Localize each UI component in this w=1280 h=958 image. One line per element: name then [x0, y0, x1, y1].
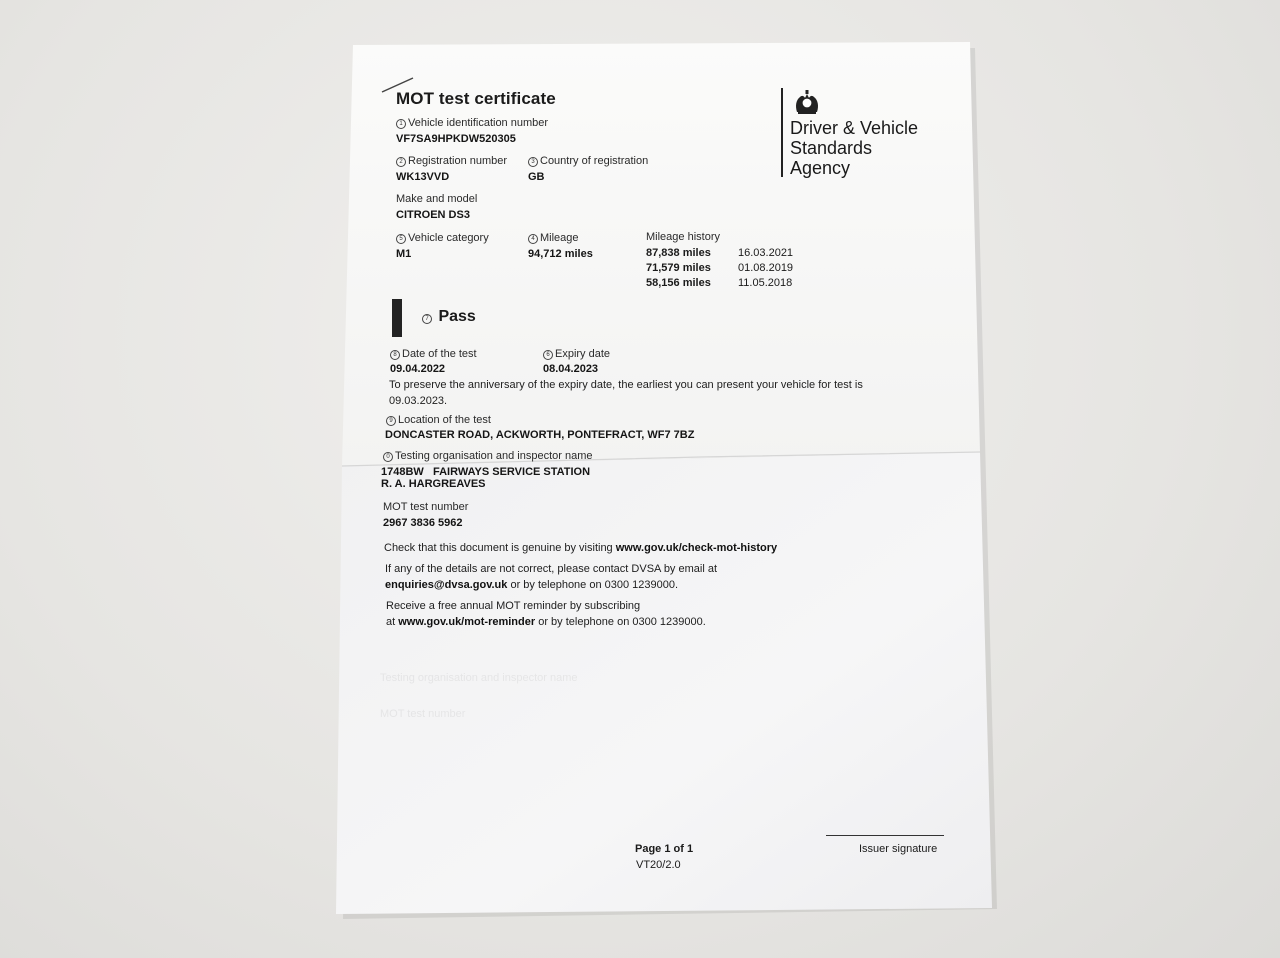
certificate-title: MOT test certificate [396, 89, 556, 108]
contact-email: enquiries@dvsa.gov.uk [385, 579, 508, 591]
vehicle-category-label: 5 Vehicle category [396, 232, 489, 244]
country-value: GB [528, 171, 545, 183]
mot-reminder-link: www.gov.uk/mot-reminder [398, 616, 536, 628]
field-number-badge: 6 [543, 350, 553, 360]
vin-value: VF7SA9HPKDW520305 [396, 133, 516, 145]
agency-name: Driver & Vehicle Standards Agency [790, 118, 919, 178]
mileage-history-row: 71,579 miles 01.08.2019 [646, 262, 794, 274]
signature-line [826, 835, 944, 836]
location-value: DONCASTER ROAD, ACKWORTH, PONTEFRACT, WF7 7BZ [385, 429, 695, 441]
field-number-badge: 9 [386, 416, 396, 426]
test-number-label: MOT test number [383, 501, 469, 513]
organisation-line1: 1748BW FAIRWAYS SERVICE STATION [381, 466, 591, 478]
field-number-badge: 1 [396, 119, 406, 129]
agency-divider [781, 88, 783, 177]
pass-label: Pass [438, 308, 476, 325]
vin-label: 1 Vehicle identification number [396, 117, 548, 129]
expiry-date-value: 08.04.2023 [543, 363, 599, 375]
check-mot-history-link: www.gov.uk/check-mot-history [615, 542, 778, 554]
inspector-name: R. A. HARGREAVES [381, 478, 486, 490]
mileage-history-row: 87,838 miles 16.03.2021 [646, 247, 794, 259]
registration-value: WK13VVD [396, 171, 450, 183]
mileage-value: 94,712 miles [528, 248, 593, 260]
check-genuine-text: Check that this document is genuine by visiting www.gov.uk/check-mot-history [384, 542, 778, 554]
organisation-label: 0 Testing organisation and inspector name [383, 450, 593, 462]
field-number-badge: 5 [396, 234, 406, 244]
make-model-value: CITROEN DS3 [396, 209, 470, 221]
expiry-date-label: 6 Expiry date [543, 348, 610, 360]
field-number-badge: 7 [422, 314, 432, 324]
issuer-signature-label: Issuer signature [859, 843, 938, 855]
test-date-label: 8 Date of the test [390, 348, 477, 360]
pass-result [422, 308, 476, 326]
reminder-text-line1: Receive a free annual MOT reminder by subscribing [386, 600, 641, 612]
show-through-text: Testing organisation and inspector name [380, 672, 578, 684]
mileage-history-row: 58,156 miles 11.05.2018 [646, 277, 793, 289]
contact-text-line1: If any of the details are not correct, please contact DVSA by email at [385, 563, 718, 575]
test-date-value: 09.04.2022 [390, 363, 446, 375]
field-number-badge: 3 [528, 157, 538, 167]
registration-label: 2 Registration number [396, 155, 507, 167]
anniversary-note-line1: To preserve the anniversary of the expiry date, the earliest you can present your vehicle for test is [389, 379, 863, 391]
anniversary-note-line2: 09.03.2023. [389, 395, 448, 407]
field-number-badge: 0 [383, 452, 393, 462]
pass-indicator-bar [392, 299, 402, 337]
show-through-text: MOT test number [380, 708, 466, 720]
mileage-label: 4 Mileage [528, 232, 579, 244]
reminder-text-line2: at www.gov.uk/mot-reminder or by telephone on 0300 1239000. [386, 616, 706, 628]
mileage-history-label: Mileage history [646, 231, 720, 243]
vehicle-category-value: M1 [396, 248, 412, 260]
make-model-label: Make and model [396, 193, 478, 205]
test-number-value: 2967 3836 5962 [383, 517, 463, 529]
form-code: VT20/2.0 [636, 859, 681, 871]
country-label: 3 Country of registration [528, 155, 648, 167]
location-label: 9 Location of the test [386, 414, 491, 426]
page-number: Page 1 of 1 [635, 843, 694, 855]
royal-crest-icon [789, 88, 825, 121]
field-number-badge: 4 [528, 234, 538, 244]
field-number-badge: 2 [396, 157, 406, 167]
contact-text-line2: enquiries@dvsa.gov.uk or by telephone on 0300 1239000. [385, 579, 679, 591]
field-number-badge: 8 [390, 350, 400, 360]
